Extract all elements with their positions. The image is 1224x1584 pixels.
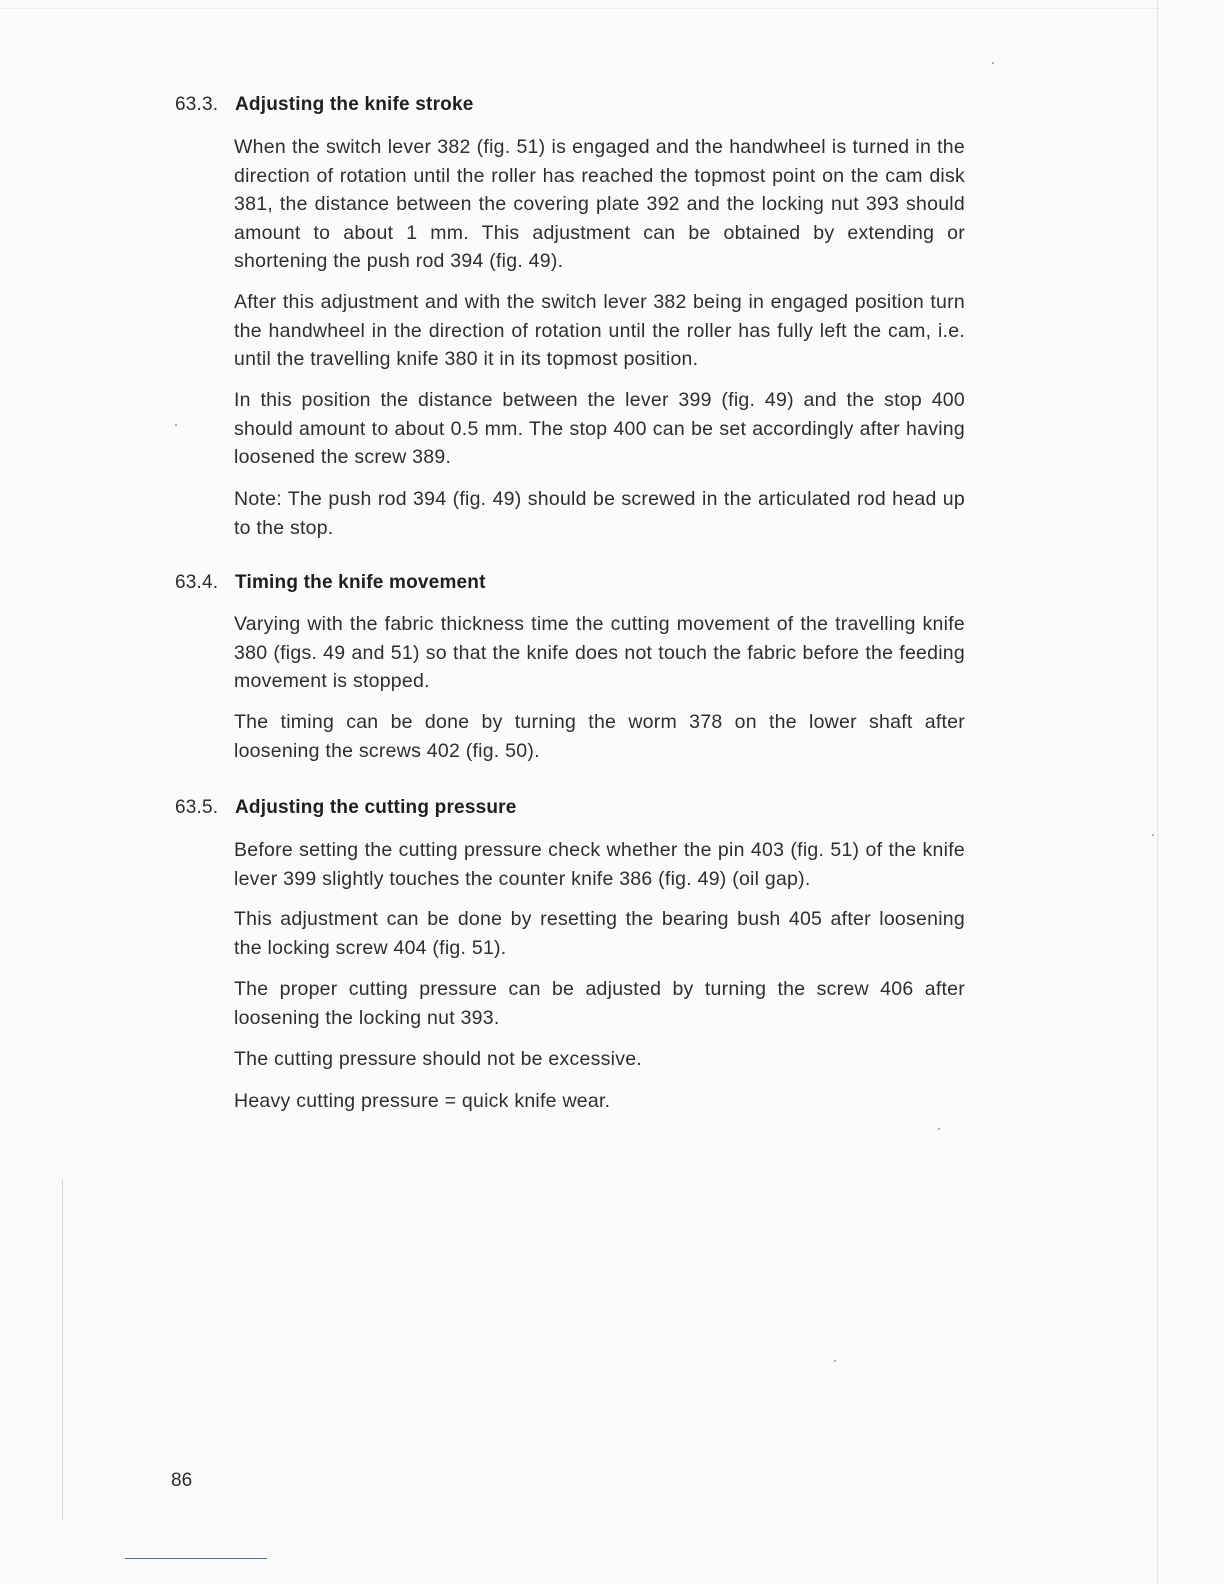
paragraph: The proper cutting pressure can be adjusted by turning the screw 406 after loosening the locking nut 393. (234, 978, 965, 1029)
paragraph: After this adjustment and with the switch lever 382 being in engaged position turn the handwheel in the direction of rotation until the roller has fully left the cam, i.e. until the travelling knife 380 it in its topmost position. (234, 291, 965, 370)
section-number: 63.4. (175, 572, 219, 593)
scan-speck (992, 62, 994, 64)
scan-speck (834, 1360, 836, 1362)
scan-speck (938, 1128, 940, 1130)
scan-edge-left (62, 1180, 63, 1520)
section-title: Adjusting the knife stroke (235, 94, 474, 115)
paragraph: Before setting the cutting pressure check whether the pin 403 (fig. 51) of the knife lever 399 slightly touches the counter knife 386 (fig. 49) (oil gap). (234, 839, 965, 890)
paragraph: Varying with the fabric thickness time the cutting movement of the travelling knife 380 (figs. 49 and 51) so that the knife does not touch the fabric before the feeding movement is stopped. (234, 613, 965, 692)
scan-speck (1152, 834, 1154, 836)
section-number: 63.5. (175, 797, 219, 818)
paragraph: The timing can be done by turning the worm 378 on the lower shaft after loosening the screws 402 (fig. 50). (234, 711, 965, 762)
bottom-rule (125, 1558, 267, 1559)
section-number: 63.3. (175, 94, 219, 115)
paragraph: In this position the distance between the lever 399 (fig. 49) and the stop 400 should amount to about 0.5 mm. The stop 400 can be set accordingly after having loosened the screw 389. (234, 389, 965, 468)
scan-edge-right (1157, 0, 1158, 1584)
paragraph: Heavy cutting pressure = quick knife wear. (234, 1090, 611, 1112)
paragraph: The cutting pressure should not be excessive. (234, 1048, 642, 1070)
paragraph: This adjustment can be done by resetting the bearing bush 405 after loosening the locking screw 404 (fig. 51). (234, 908, 965, 959)
paragraph: Note: The push rod 394 (fig. 49) should be screwed in the articulated rod head up to the stop. (234, 488, 965, 539)
scan-speck (175, 424, 177, 426)
page-number: 86 (171, 1470, 193, 1491)
paragraph: When the switch lever 382 (fig. 51) is engaged and the handwheel is turned in the direction of rotation until the roller has reached the topmost point on the cam disk 381, the distance between the covering plate 392 and the locking nut 393 should amount to about 1 mm. This adjustment can be obtained by extending or shortening the push rod 394 (fig. 49). (234, 136, 965, 272)
scan-edge-top (0, 8, 1160, 9)
section-title: Timing the knife movement (235, 572, 486, 593)
section-title: Adjusting the cutting pressure (235, 797, 517, 818)
